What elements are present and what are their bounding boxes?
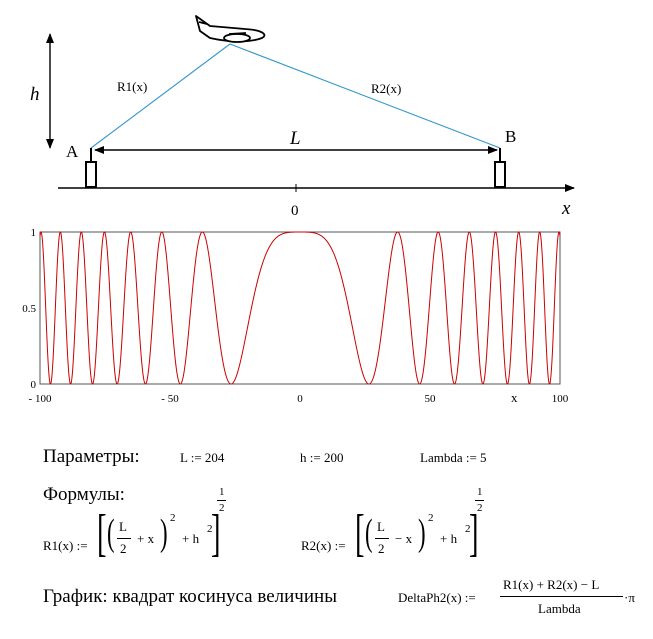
chart: [22, 227, 569, 405]
y-tick-label: 1: [30, 227, 36, 239]
ray-r2: [230, 44, 500, 148]
r2-frac-den: 2: [378, 541, 385, 556]
r2-label: R2(x): [371, 81, 402, 96]
r1-name: R1(x) :=: [43, 538, 88, 553]
r1-h-exp-2: 2: [207, 523, 213, 535]
r2-h-exp-2: 2: [465, 523, 471, 535]
r1-bracket-close: ]: [211, 505, 221, 562]
r1-plus-h: + h: [182, 531, 200, 546]
point-a-label: A: [66, 142, 79, 161]
x-tick-label: 0: [297, 393, 303, 405]
x-axis-label: x: [562, 198, 571, 219]
r1-frac-den: 2: [120, 541, 127, 556]
r2-paren-open: (: [365, 512, 373, 554]
r1-frac-num: L: [119, 519, 127, 534]
x-tick-label: 50: [424, 393, 436, 405]
r1-label: R1(x): [117, 79, 148, 94]
y-tick-label: 0: [30, 379, 36, 391]
formulas-heading: Формулы:: [43, 484, 125, 505]
deltaph-denominator: Lambda: [538, 601, 581, 616]
chart-y-ticks: [22, 227, 36, 391]
height-label: h: [30, 84, 40, 105]
r1-exp-2: 2: [170, 512, 176, 524]
y-tick-label: 0.5: [22, 303, 36, 315]
r2-frac-line: [375, 538, 389, 539]
r2-frac-num: L: [377, 519, 385, 534]
param-l: L := 204: [180, 450, 225, 465]
airplane-icon: [196, 16, 264, 42]
r2-plus-h: + h: [440, 531, 458, 546]
r2-name: R2(x) :=: [301, 538, 346, 553]
chart-x-axis-label: x: [511, 390, 518, 405]
origin-label: 0: [291, 203, 299, 219]
r1-paren-open: (: [107, 512, 115, 554]
params-heading: Параметры:: [43, 446, 140, 467]
deltaph-pi: ·π: [624, 590, 635, 605]
r1-half-num: 1: [219, 486, 225, 498]
deltaph-name: DeltaPh2(x) :=: [398, 590, 476, 605]
chart-curve: [40, 232, 560, 384]
r1-bracket-open: [: [97, 505, 107, 562]
r2-minus-x: − x: [395, 531, 413, 546]
x-tick-label: - 50: [161, 393, 179, 405]
r1-half-den: 2: [219, 502, 225, 514]
distance-label: L: [290, 128, 301, 149]
deltaph-frac-line: [500, 596, 623, 597]
param-lambda: Lambda := 5: [420, 450, 487, 465]
param-h: h := 200: [300, 450, 344, 465]
r2-bracket-close: ]: [469, 505, 479, 562]
r1-frac-line: [117, 538, 131, 539]
r2-exp-2: 2: [428, 512, 434, 524]
r1-paren-close: ): [160, 512, 168, 554]
r2-half-line: [475, 500, 484, 501]
ray-r1: [91, 44, 230, 148]
graph-heading: График: квадрат косинуса величины: [43, 586, 337, 607]
point-b-label: B: [505, 127, 517, 146]
chart-frame: [40, 232, 560, 384]
r2-bracket-open: [: [355, 505, 365, 562]
x-tick-label: - 100: [28, 393, 52, 405]
antenna-b-icon: [495, 148, 505, 187]
r1-half-line: [217, 500, 226, 501]
deltaph-numerator: R1(x) + R2(x) − L: [503, 577, 600, 592]
x-tick-label: 100: [551, 393, 569, 405]
r2-half-den: 2: [477, 502, 483, 514]
r1-plus-x: + x: [137, 531, 155, 546]
chart-x-ticks: [29, 393, 569, 405]
r2-half-num: 1: [477, 486, 483, 498]
r2-paren-close: ): [418, 512, 426, 554]
antenna-a-icon: [86, 148, 96, 187]
